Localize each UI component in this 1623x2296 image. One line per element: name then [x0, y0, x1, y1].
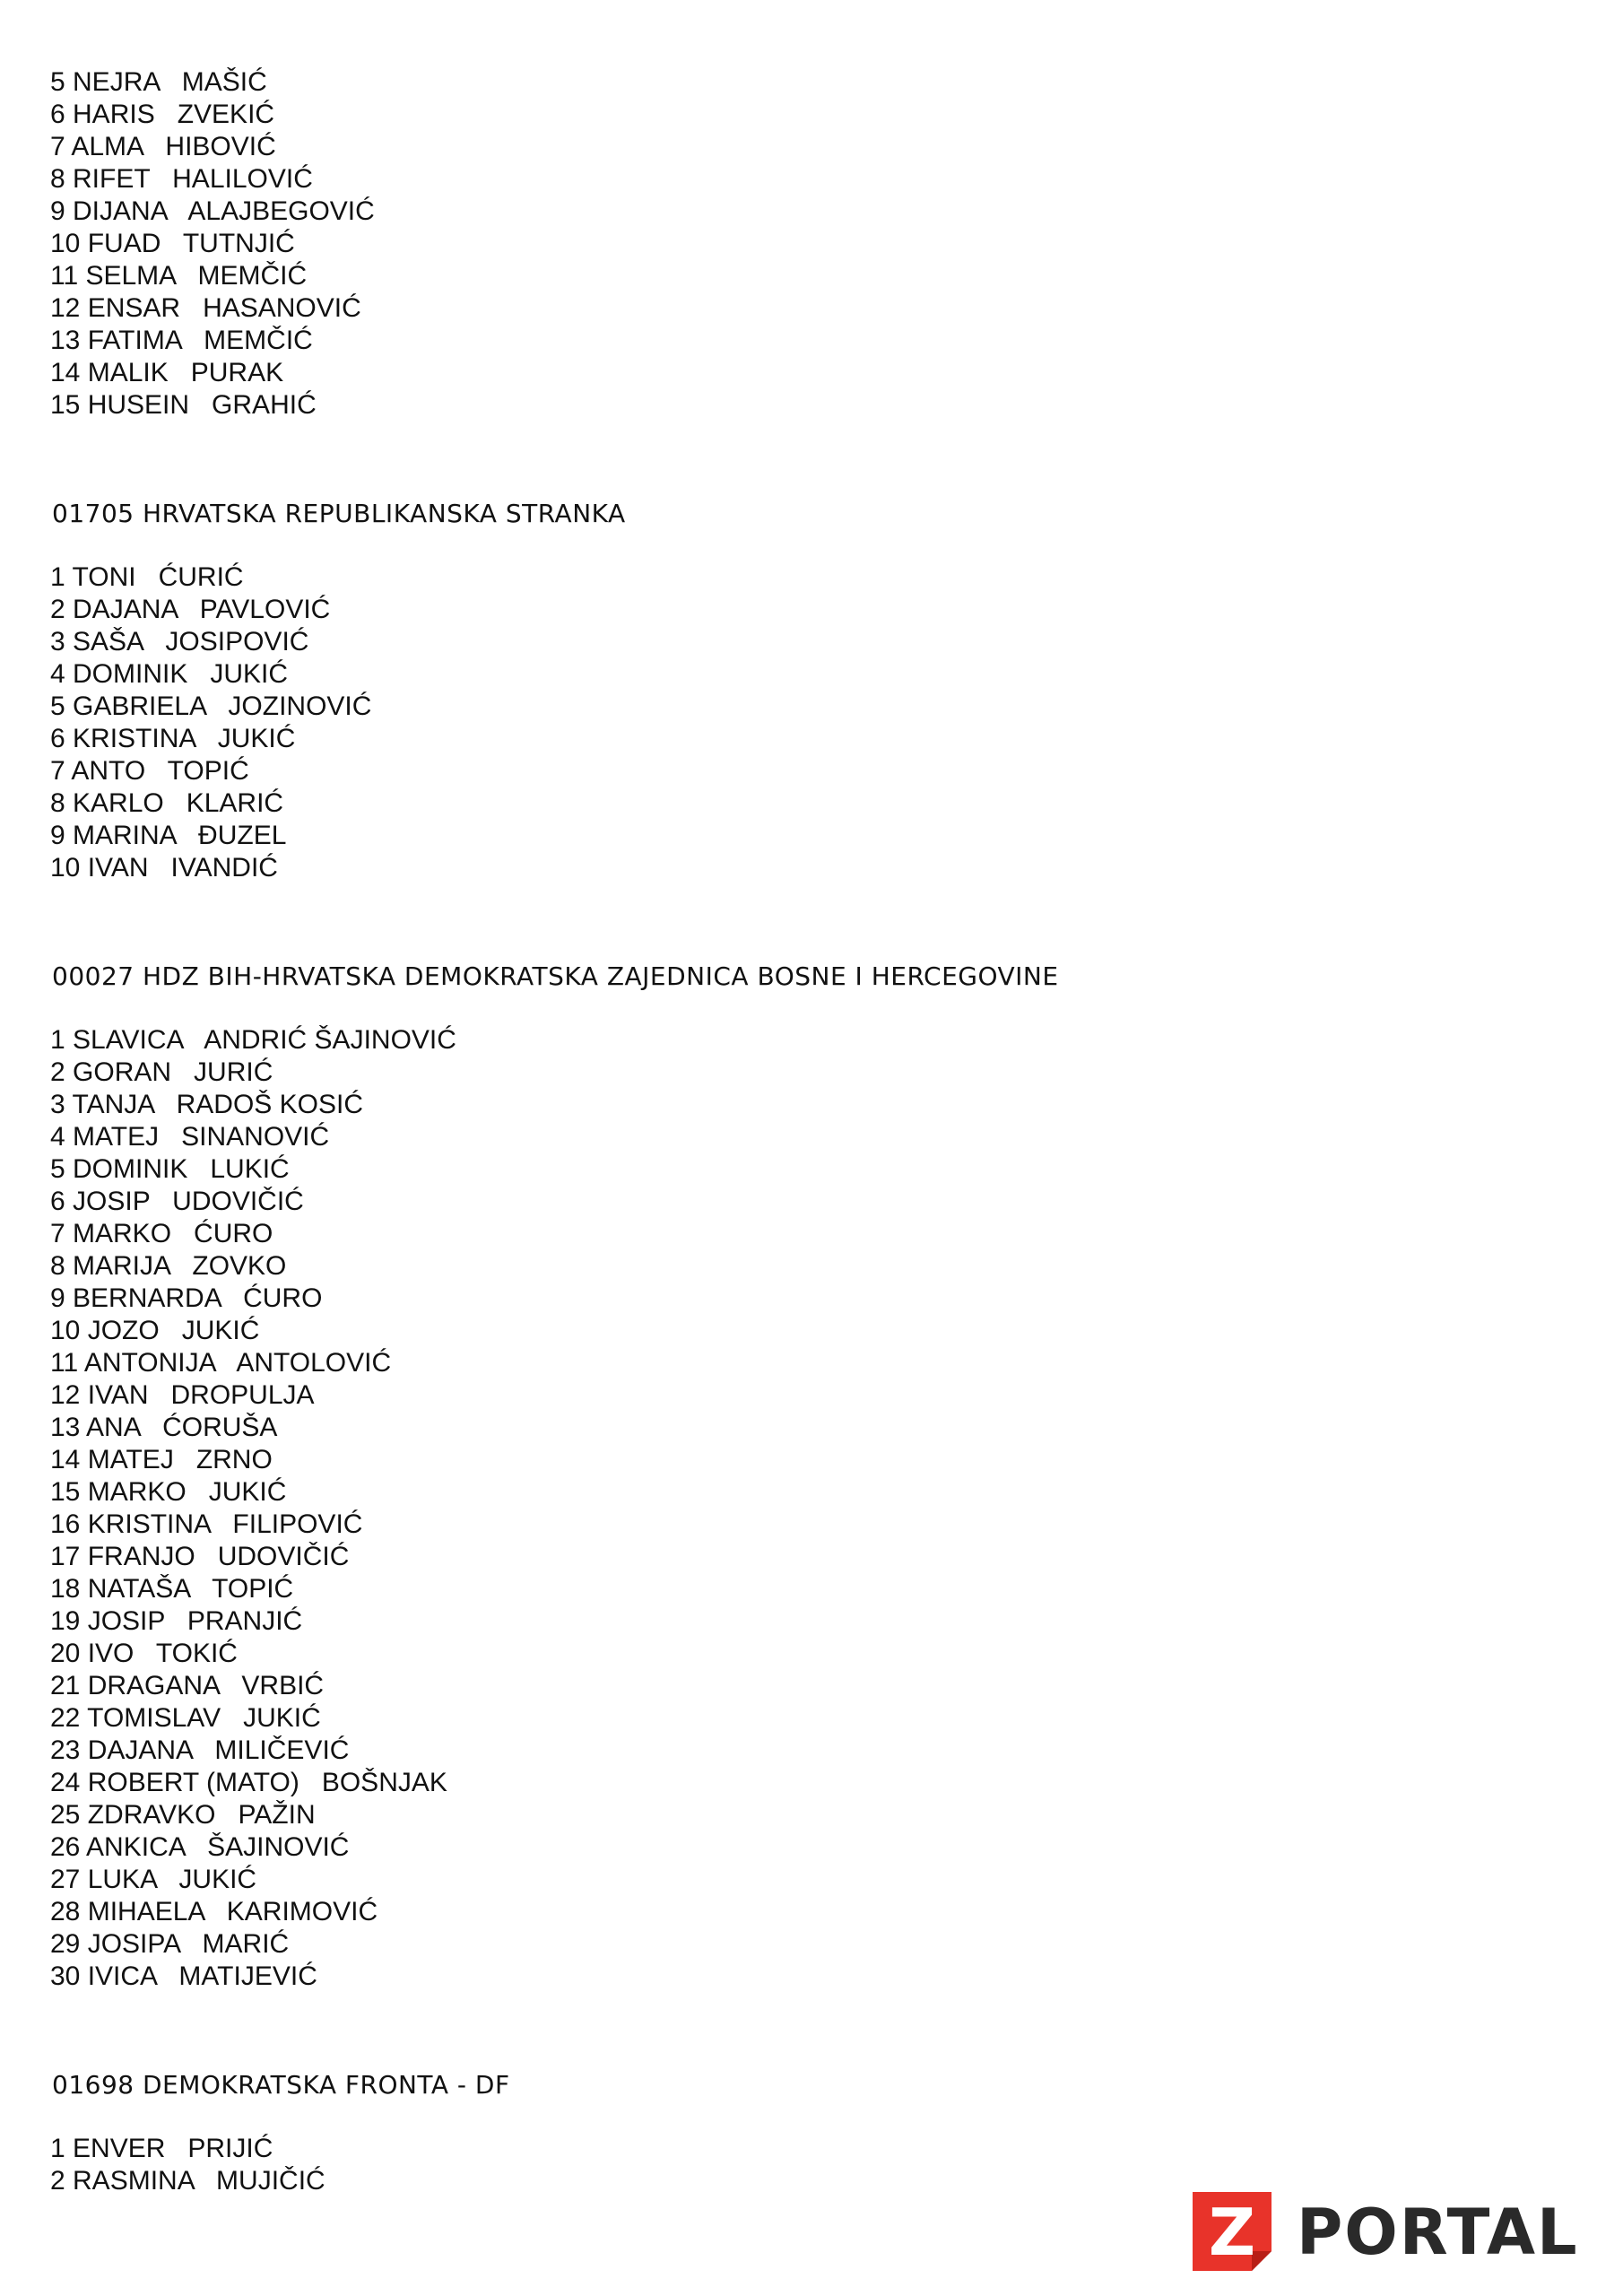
list-item: 15 HUSEIN GRAHIĆ [50, 390, 317, 420]
list-item: 26 ANKICA ŠAJINOVIĆ [50, 1832, 350, 1862]
list-item: 2 GORAN JURIĆ [50, 1057, 273, 1087]
list-item: 5 GABRIELA JOZINOVIĆ [50, 691, 372, 721]
list-item: 1 ENVER PRIJIĆ [50, 2134, 273, 2163]
list-item: 14 MATEJ ZRNO [50, 1445, 273, 1474]
list-item: 24 ROBERT (MATO) BOŠNJAK [50, 1768, 447, 1797]
list-item: 3 TANJA RADOŠ KOSIĆ [50, 1090, 363, 1119]
list-item: 16 KRISTINA FILIPOVIĆ [50, 1509, 363, 1539]
list-item: 13 ANA ĆORUŠA [50, 1413, 278, 1442]
party-header-hdz: 00027 HDZ BIH-HRVATSKA DEMOKRATSKA ZAJEDNICA BOSNE I HERCEGOVINE [52, 961, 1059, 991]
logo-text: PORTAL [1297, 2196, 1579, 2269]
list-item: 9 BERNARDA ĆURO [50, 1283, 323, 1313]
list-item: 11 ANTONIJA ANTOLOVIĆ [50, 1348, 392, 1378]
list-item: 6 HARIS ZVEKIĆ [50, 100, 275, 129]
list-item: 6 KRISTINA JUKIĆ [50, 724, 296, 753]
party-header-hrs: 01705 HRVATSKA REPUBLIKANSKA STRANKA [52, 499, 626, 528]
list-item: 23 DAJANA MILIČEVIĆ [50, 1735, 350, 1765]
list-item: 28 MIHAELA KARIMOVIĆ [50, 1897, 378, 1926]
list-item: 5 DOMINIK LUKIĆ [50, 1154, 290, 1184]
list-item: 12 ENSAR HASANOVIĆ [50, 293, 361, 323]
list-item: 2 DAJANA PAVLOVIĆ [50, 595, 331, 624]
z-portal-logo [1189, 2188, 1579, 2278]
list-item: 29 JOSIPA MARIĆ [50, 1929, 290, 1959]
list-item: 7 ANTO TOPIĆ [50, 756, 249, 786]
list-item: 18 NATAŠA TOPIĆ [50, 1574, 294, 1604]
list-item: 22 TOMISLAV JUKIĆ [50, 1703, 321, 1733]
list-item: 11 SELMA MEMČIĆ [50, 261, 308, 291]
svg-text:Z: Z [1208, 2195, 1256, 2270]
list-item: 14 MALIK PURAK [50, 358, 284, 387]
party-header-df: 01698 DEMOKRATSKA FRONTA - DF [52, 2070, 510, 2100]
list-item: 20 IVO TOKIĆ [50, 1639, 238, 1668]
list-item: 8 RIFET HALILOVIĆ [50, 164, 313, 194]
list-item: 5 NEJRA MAŠIĆ [50, 67, 267, 97]
list-item: 25 ZDRAVKO PAŽIN [50, 1800, 316, 1830]
list-item: 21 DRAGANA VRBIĆ [50, 1671, 325, 1700]
list-item: 15 MARKO JUKIĆ [50, 1477, 287, 1507]
list-item: 19 JOSIP PRANJIĆ [50, 1606, 303, 1636]
list-item: 7 MARKO ĆURO [50, 1219, 273, 1248]
list-item: 6 JOSIP UDOVIČIĆ [50, 1187, 304, 1216]
list-item: 8 KARLO KLARIĆ [50, 788, 284, 818]
list-item: 13 FATIMA MEMČIĆ [50, 326, 313, 355]
list-item: 10 JOZO JUKIĆ [50, 1316, 260, 1345]
list-item: 30 IVICA MATIJEVIĆ [50, 1961, 317, 1991]
z-logo-icon [1189, 2188, 1275, 2274]
list-item: 27 LUKA JUKIĆ [50, 1865, 257, 1894]
list-item: 4 DOMINIK JUKIĆ [50, 659, 289, 689]
list-item: 10 FUAD TUTNJIĆ [50, 229, 295, 258]
list-item: 1 TONI ĆURIĆ [50, 562, 244, 592]
list-item: 10 IVAN IVANDIĆ [50, 853, 278, 883]
list-item: 9 DIJANA ALAJBEGOVIĆ [50, 196, 375, 226]
list-item: 3 SAŠA JOSIPOVIĆ [50, 627, 309, 657]
list-item: 8 MARIJA ZOVKO [50, 1251, 287, 1281]
list-item: 4 MATEJ SINANOVIĆ [50, 1122, 330, 1152]
list-item: 1 SLAVICA ANDRIĆ ŠAJINOVIĆ [50, 1025, 456, 1055]
list-item: 17 FRANJO UDOVIČIĆ [50, 1542, 350, 1571]
list-item: 12 IVAN DROPULJA [50, 1380, 315, 1410]
list-item: 9 MARINA ĐUZEL [50, 821, 287, 850]
list-item: 2 RASMINA MUJIČIĆ [50, 2166, 325, 2196]
list-item: 7 ALMA HIBOVIĆ [50, 132, 276, 161]
